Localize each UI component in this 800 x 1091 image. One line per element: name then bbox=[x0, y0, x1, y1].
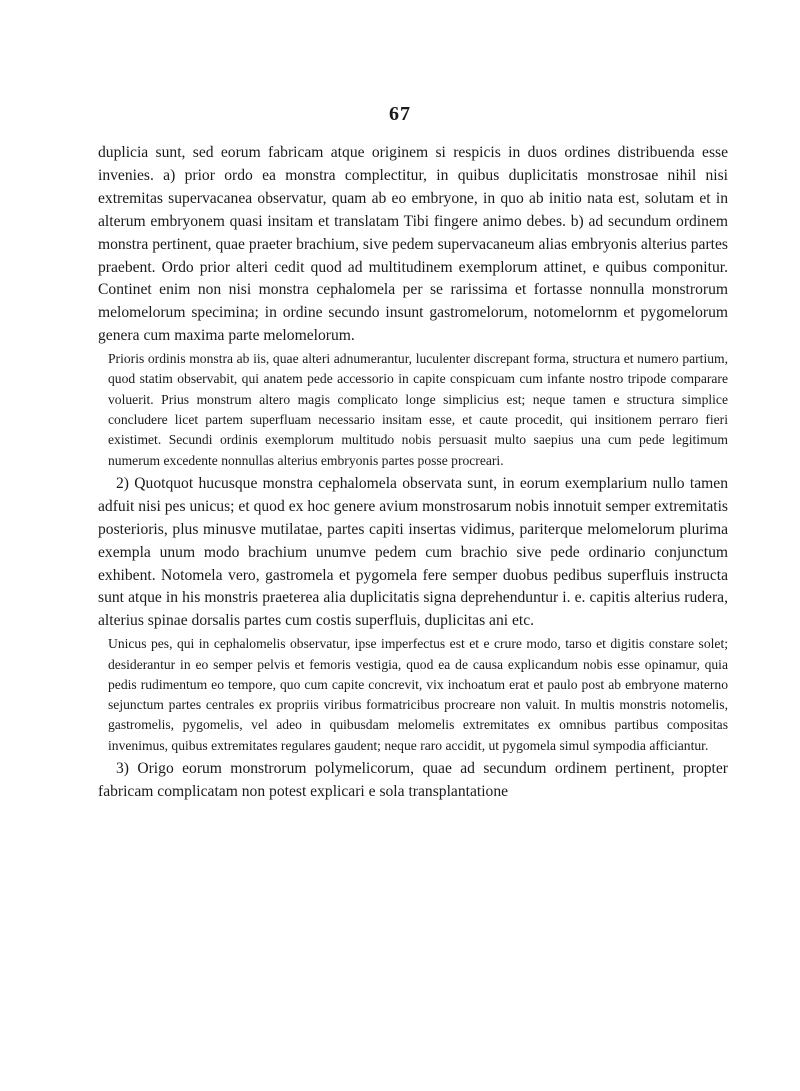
body-text bbox=[98, 142, 728, 804]
paragraph-note-1: Prioris ordinis monstra ab iis, quae alteri adnumerantur, luculenter discrepant forma, structura et numero partium, quod statim observabit, qui anatem pede accessorio in capite conspicuam cum infante nostro tripode comparare voluerit. Prius monstrum altero magis complicato longe simplicius est; neque tamen e structura simplice concludere licet partem superfluam necessario insitam esse, et caute procedit, qui insitionem perraro fieri existimet. Secundi ordinis exemplorum multitudo nobis persuasit multo saepius una cum pede legitimum numerum excedente nonnullas alterius embryonis partes posse procreari. bbox=[108, 351, 728, 468]
paragraph-main-3: 3) Origo eorum monstrorum polymelicorum, quae ad secundum ordinem pertinent, propter fabricam complicatam non potest explicari e sola transplantatione bbox=[98, 760, 728, 800]
paragraph-note-2: Unicus pes, qui in cephalomelis observatur, ipse imperfectus est et e crure modo, tarso et digitis constare solet; desiderantur in eo semper pelvis et femoris vestigia, quod ea de causa explicandum nobis esse opinamur, quia pedis rudimentum eo tempore, quo cum capite concrevit, vix inchoatum erat et paulo post ab embryone materno sejunctum partes centrales ex propriis viribus formatricibus procreare non valuit. In multis monstris notomelis, gastromelis, pygomelis, vel adeo in quibusdam melomelis extremitates ex omnibus partibus compositas invenimus, quibus extremitates regulares gaudent; neque raro accidit, ut pygomela simul sympodia afficiantur. bbox=[108, 636, 728, 753]
page-number: 67 bbox=[389, 103, 411, 125]
paragraph-main-1: duplicia sunt, sed eorum fabricam atque originem si respicis in duos ordines distribuenda esse invenies. a) prior ordo ea monstra complectitur, in quibus duplicitatis monstrosae nihil nisi extremitas supervacanea observatur, quam ab eo embryone, in quo ab initio nata est, solutam et in alterum embryonem quasi insitam et translatam Tibi fingere animo debes. b) ad secundum ordinem monstra pertinent, quae praeter brachium, sive pedem supervacaneum alias embryonis alterius partes praebent. Ordo prior alteri cedit quod ad multitudinem exemplorum attinet, e quibus componitur. Continet enim non nisi monstra cephalomela per se rarissima et fortasse nonnulla monstrorum melomelorum specimina; in ordine secundo insunt gastromelorum, notomelornm et pygomelorum genera cum maxima parte melomelorum. bbox=[98, 144, 728, 345]
paragraph-main-2: 2) Quotquot hucusque monstra cephalomela observata sunt, in eorum exemplarium nullo tamen adfuit nisi pes unicus; et quod ex hoc genere avium monstrosarum nobis innotuit semper extremitatis posterioris, plus minusve mutilatae, partes capiti insertas vidimus, pariterque melomelorum plurima exempla unum modo brachium unumve pedem cum brachio sive pede ordinario conjunctum exhibent. Notomela vero, gastromela et pygomela fere semper duobus pedibus superfluis instructa sunt atque in his monstris praeterea alia duplicitatis signa deprehenduntur i. e. capitis alterius rudera, alterius spinae dorsalis partes cum costis superfluis, duplicitas ani etc. bbox=[98, 474, 728, 630]
